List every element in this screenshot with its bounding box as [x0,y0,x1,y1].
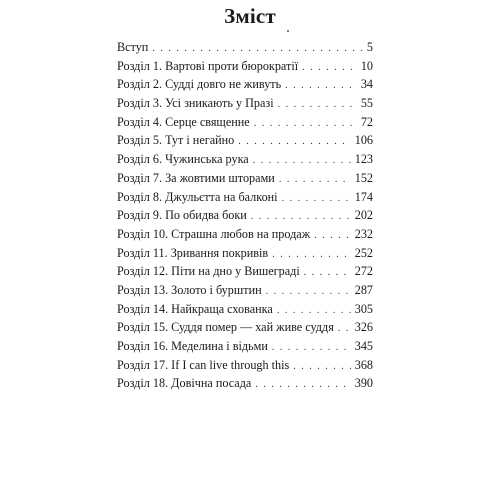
toc-entry-label: Розділ 13. Золото і бурштин [117,282,262,297]
dot-leader [302,62,357,73]
dot-leader [272,249,351,260]
toc-entry-page: 272 [354,264,373,279]
toc-entry [117,171,373,190]
toc-entry-page: 34 [360,77,373,92]
toc-entry [117,376,373,395]
toc-entry-label: Розділ 15. Суддя помер — хай живе суддя [117,320,334,335]
toc-entry-label: Розділ 10. Страшна любов на продаж [117,226,311,241]
toc-entry [117,227,373,246]
dot-leader [272,342,351,353]
dot-leader [266,286,351,297]
toc-entry-label: Розділ 14. Найкраща схованка [117,301,273,316]
toc-entry-label: Розділ 9. По обидва боки [117,208,247,223]
dot-leader [304,267,351,278]
toc-entry-label: Розділ 2. Судді довго не живуть [117,77,282,92]
toc-entry [117,115,373,134]
toc-entry-label: Розділ 18. Довічна посада [117,376,252,391]
toc-entry [117,77,373,96]
table-of-contents [117,40,373,395]
toc-entry-page: 232 [354,226,373,241]
toc-entry-page: 252 [354,245,373,260]
toc-entry [117,40,373,59]
toc-entry-label: Розділ 7. За жовтими шторами [117,170,275,185]
dot-leader [238,136,350,147]
toc-entry-page: 305 [354,301,373,316]
toc-entry-label: Розділ 12. Піти на дно у Вишеграді [117,264,300,279]
dot-leader [314,230,351,241]
toc-entry [117,339,373,358]
toc-entry [117,358,373,377]
dot-leader [255,379,350,390]
dot-leader [282,193,351,204]
toc-entry-page: 5 [366,40,373,54]
toc-entry-page: 152 [354,170,373,185]
toc-entry-label: Розділ 6. Чужинська рука [117,152,249,167]
toc-entry-page: 287 [354,282,373,297]
toc-entry [117,133,373,152]
toc-entry-label: Розділ 1. Вартові проти бюрократії [117,58,299,73]
toc-entry-page: 345 [354,339,373,353]
toc-entry-label: Розділ 3. Усі зникають у Празі [117,96,274,111]
toc-entry [117,283,373,302]
toc-entry [117,208,373,227]
print-speck [287,30,289,32]
dot-leader [152,43,363,54]
toc-entry [117,96,373,115]
dot-leader [254,118,357,129]
toc-entry-label: Розділ 8. Джульєтта на балконі [117,189,278,204]
toc-entry-page: 55 [360,96,373,111]
toc-entry-page: 72 [360,114,373,129]
toc-entry-label: Розділ 16. Меделина і відьми [117,339,268,353]
toc-entry [117,320,373,339]
toc-entry-label: Розділ 5. Тут і негайно [117,133,235,148]
dot-leader [278,99,357,110]
toc-entry [117,190,373,209]
toc-entry-label: Розділ 4. Серце священне [117,114,250,129]
toc-entry [117,152,373,171]
toc-entry-page: 326 [354,320,373,335]
toc-entry-page: 10 [360,58,373,73]
toc-entry-page: 202 [354,208,373,223]
toc-entry [117,264,373,283]
dot-leader [251,211,351,222]
toc-entry-page: 106 [354,133,373,148]
toc-entry-page: 123 [354,152,373,167]
toc-entry [117,302,373,321]
dot-leader [285,80,357,91]
toc-entry-page: 174 [354,189,373,204]
toc-entry [117,246,373,265]
toc-entry [117,59,373,78]
toc-entry-page: 390 [354,376,373,391]
dot-leader [253,155,351,166]
dot-leader [279,174,351,185]
toc-entry-label: Вступ [117,40,149,54]
toc-entry-label: Розділ 17. If I can live through this [117,357,290,372]
toc-entry-label: Розділ 11. Зривання покривів [117,245,269,260]
dot-leader [293,361,350,372]
dot-leader [277,305,351,316]
toc-entry-page: 368 [354,357,373,372]
dot-leader [338,323,351,334]
page-title: Зміст [224,4,276,28]
